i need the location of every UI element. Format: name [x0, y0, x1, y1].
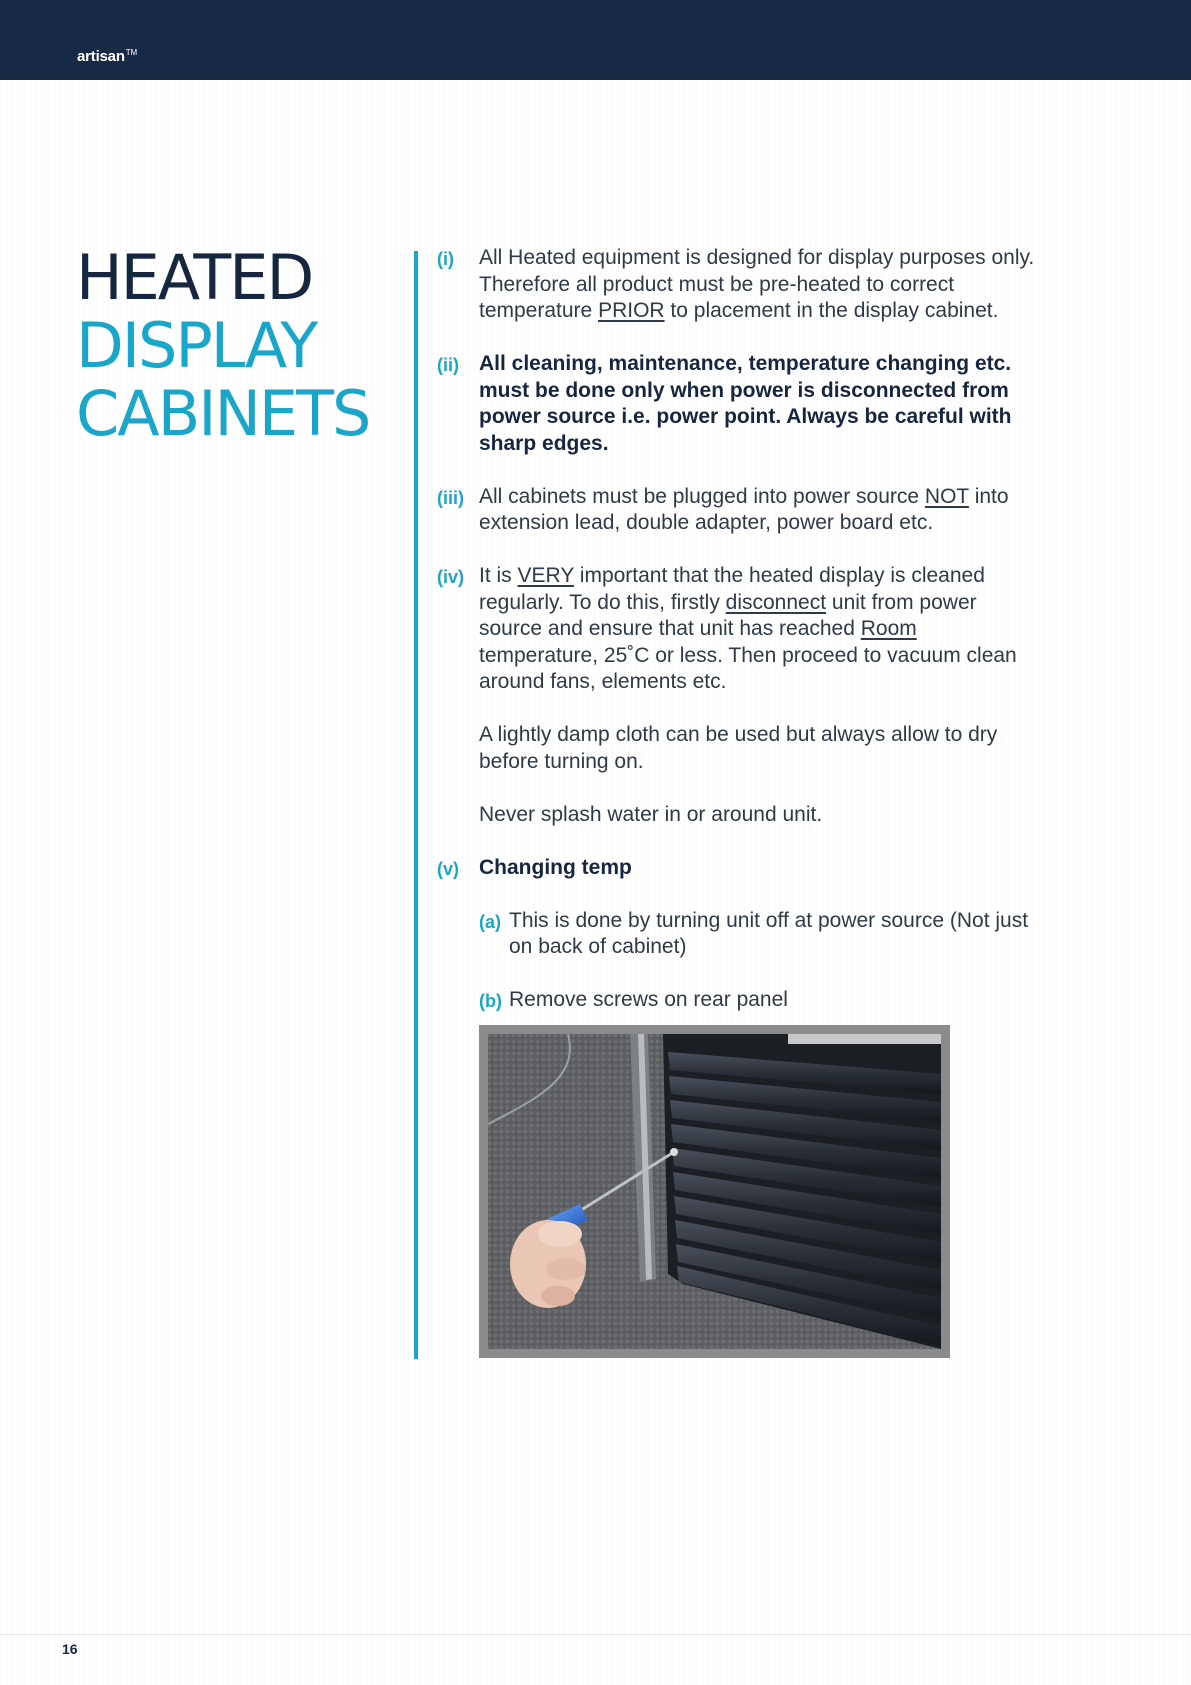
instruction-item-v: [437, 855, 1037, 1014]
emphasis-not: NOT: [924, 484, 969, 508]
item-number: (ii): [437, 355, 459, 375]
rear-panel-photo: [479, 1025, 950, 1358]
instructions-list: [437, 245, 1037, 1040]
item-number: (iv): [437, 567, 464, 587]
item-text: All cabinets must be plugged into power source NOT into extension lead, double adapter, power board etc.: [479, 484, 1009, 534]
sub-step-number: (b): [479, 991, 502, 1011]
item-number: (v): [437, 858, 459, 879]
item-text: It is VERY important that the heated display is cleaned regularly. To do this, firstly disconnect unit from power source and ensure that unit has reached Room temperature, 25˚C or less. Then proceed to vacuum clean around fans, elements etc.: [479, 564, 1017, 693]
emphasis-very: VERY: [517, 564, 574, 587]
item-number: (i): [437, 249, 454, 269]
item-paragraph-3: Never splash water in or around unit.: [479, 802, 823, 826]
accent-divider: [414, 251, 418, 1359]
item-number: (iii): [437, 487, 464, 508]
page-title: [76, 241, 370, 450]
item-paragraph-2: A lightly damp cloth can be used but always allow to dry before turning on.: [479, 723, 998, 773]
rear-panel-screwdriver-image: [488, 1034, 941, 1349]
header-bar: [0, 0, 1191, 80]
instruction-item-ii: [437, 351, 1037, 457]
sub-step-a: [479, 908, 1037, 961]
title-line-1: HEATED: [76, 241, 313, 314]
trademark: TM: [125, 48, 137, 57]
emphasis-disconnect: disconnect: [725, 590, 827, 614]
sub-step-b: [479, 987, 1037, 1014]
title-line-3: CABINETS: [76, 377, 370, 450]
item-text: All Heated equipment is designed for display purposes only. Therefore all product must be pre-heated to correct temperature PRIOR to placement in the display cabinet.: [479, 246, 1035, 322]
emphasis-room: Room: [860, 617, 917, 640]
footer-divider: [0, 1634, 1191, 1635]
title-line-2: DISPLAY: [76, 309, 317, 382]
sub-step-text: Remove screws on rear panel: [509, 988, 788, 1011]
brand-name: artisan: [77, 48, 125, 65]
emphasis-prior: PRIOR: [598, 299, 665, 322]
instruction-item-i: [437, 245, 1037, 325]
instruction-item-iv: [437, 563, 1037, 828]
sub-step-text: This is done by turning unit off at power source (Not just on back of cabinet): [509, 908, 1029, 958]
item-heading: Changing temp: [479, 855, 632, 879]
safety-warning-text: All cleaning, maintenance, temperature changing etc. must be done only when power is disconnected from power source i.e. power point. Always be careful with sharp edges.: [479, 352, 1012, 455]
sub-step-number: (a): [479, 911, 501, 932]
instruction-item-iii: [437, 484, 1037, 537]
page-number: 16: [62, 1641, 78, 1657]
brand-logo: [77, 48, 137, 65]
